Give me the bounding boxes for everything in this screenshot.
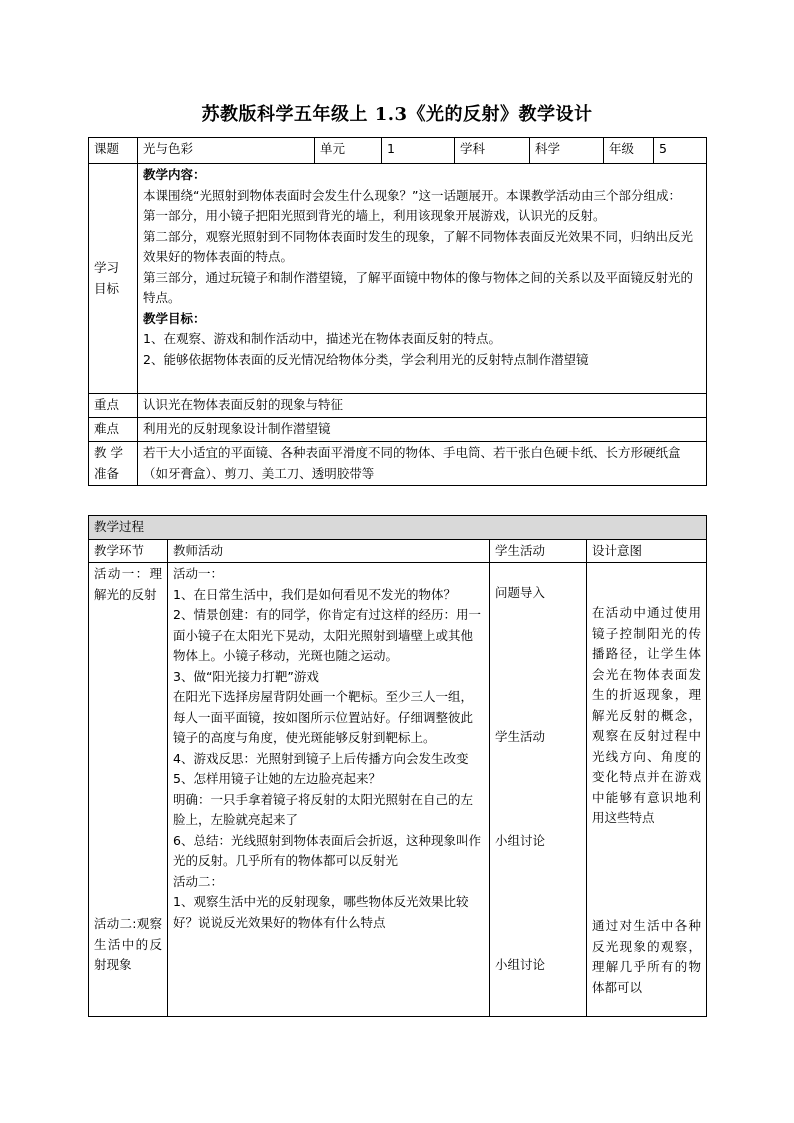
student-activity-4: 小组讨论 [495, 957, 546, 972]
student-activity-2: 学生活动 [495, 729, 546, 744]
design-intent-1: 在活动中通过使用镜子控制阳光的传播路径，让学生体会光在物体表面发生的折返现象，理解光反射的概念，观察在反射过程中光线方向、角度的变化特点并在游戏中能够有意识地利用这些特点 [592, 605, 702, 825]
subject-label: 学科 [455, 138, 530, 164]
content-paragraph: 本课围绕“光照射到物体表面时会发生什么现象？”这一话题展开。本课教学活动由三个部分组成： [143, 187, 681, 203]
design-intent-2: 通过对生活中各种反光现象的观察，理解几乎所有的物体都可以 [592, 918, 702, 995]
teacher-line: 明确：一只手拿着镜子将反射的太阳光照射在自己的左脸上，左脸就亮起来了 [173, 791, 474, 827]
topic-label: 课题 [89, 138, 138, 164]
header-student: 学生活动 [490, 539, 587, 563]
subject-value: 科学 [530, 138, 604, 164]
key-point-label: 重点 [89, 394, 138, 418]
teacher-line: 1、在日常生活中，我们是如何看见不发光的物体？ [173, 586, 456, 602]
intent-cell [587, 563, 707, 1017]
content-paragraph: 第三部分，通过玩镜子和制作潜望镜，了解平面镜中物体的像与物体之间的关系以及平面镜反射光的特点。 [143, 269, 694, 305]
objective-item: 2、能够依据物体表面的反光情况给物体分类，学会利用光的反射特点制作潜望镜 [143, 351, 589, 367]
stage-cell [89, 563, 168, 1017]
lesson-info-table [88, 137, 707, 486]
preparation-label [89, 442, 138, 486]
teacher-line: 5、怎样用镜子让她的左边脸亮起来？ [173, 771, 381, 786]
topic-value: 光与色彩 [138, 138, 315, 164]
preparation-text: 若干大小适宜的平面镜、各种表面平滑度不同的物体、手电筒、若干张白色硬卡纸、长方形硬纸盒（如牙膏盒）、剪刀、美工刀、透明胶带等 [138, 442, 707, 486]
goals-label [89, 164, 138, 394]
teacher-line: 在阳光下选择房屋背阴处画一个靶标。至少三人一组，每人一面平面镜，按如图所示位置站好。仔细调整彼此镜子的高度与角度，使光斑能够反射到靶标上。 [173, 689, 474, 745]
preparation-label-line2: 准备 [94, 465, 120, 481]
student-activity-3: 小组讨论 [495, 833, 546, 848]
content-paragraph: 第二部分，观察光照射到不同物体表面时发生的现象，了解不同物体表面反光效果不同，归纳出反光效果好的物体表面的特点。 [143, 228, 694, 264]
content-heading: 教学内容： [143, 167, 206, 182]
header-teacher: 教师活动 [168, 539, 490, 563]
teacher-line: 活动二： [173, 873, 224, 889]
teacher-activity-cell [168, 563, 490, 1017]
teacher-line: 1、观察生活中光的反射现象，哪些物体反光效果比较好？说说反光效果好的物体有什么特点 [173, 894, 469, 930]
stage-activity-2: 活动二:观察生活中的反射现象 [94, 916, 162, 972]
objectives-heading: 教学目标： [143, 310, 206, 326]
goals-label-line1: 学习 [94, 260, 120, 275]
preparation-label-line1: 教 学 [94, 445, 123, 460]
content-paragraph: 第一部分，用小镜子把阳光照到背光的墙上，利用该现象开展游戏，认识光的反射。 [143, 208, 606, 223]
student-activity-cell [490, 563, 587, 1017]
student-activity-1: 问题导入 [495, 585, 546, 600]
teacher-line: 活动一： [173, 566, 224, 581]
process-section-title: 教学过程 [89, 516, 707, 540]
teacher-line: 3、做“阳光接力打靶”游戏 [173, 668, 319, 684]
goals-content [138, 164, 707, 394]
difficulty-text: 利用光的反射现象设计制作潜望镜 [138, 418, 707, 442]
teaching-process-table [88, 515, 707, 1017]
teacher-line: 4、游戏反思：光照射到镜子上后传播方向会发生改变 [173, 750, 469, 766]
header-stage: 教学环节 [89, 539, 168, 563]
header-intent: 设计意图 [587, 539, 707, 563]
unit-label: 单元 [315, 138, 382, 164]
key-point-text: 认识光在物体表面反射的现象与特征 [138, 394, 707, 418]
grade-label: 年级 [604, 138, 654, 164]
objective-item: 1、在观察、游戏和制作活动中，描述光在物体表面反射的特点。 [143, 331, 501, 346]
teacher-line: 2、情景创建：有的同学，你肯定有过这样的经历：用一面小镜子在太阳光下晃动，太阳光照射到墙壁上或其他物体上。小镜子移动，光斑也随之运动。 [173, 607, 481, 663]
teacher-line: 6、总结：光线照射到物体表面后会折返，这种现象叫作光的反射。几乎所有的物体都可以反射光 [173, 832, 481, 868]
difficulty-label: 难点 [89, 418, 138, 442]
grade-value: 5 [654, 138, 707, 164]
stage-activity-1: 活动一：理解光的反射 [94, 566, 162, 602]
unit-value: 1 [382, 138, 455, 164]
goals-label-line2: 目标 [94, 280, 120, 296]
document-title: 苏教版科学五年级上 1.3《光的反射》教学设计 [201, 104, 593, 125]
